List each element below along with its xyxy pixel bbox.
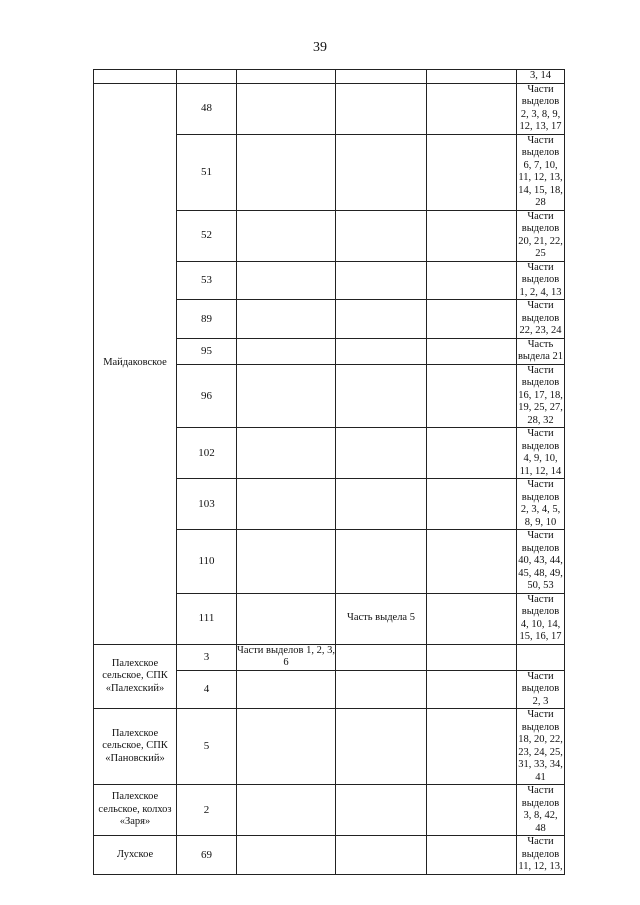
col3-cell [237,785,336,836]
col4-cell: Часть выдела 5 [336,593,427,644]
col4-cell [336,364,427,428]
forestry-cell: Палехское сельское, колхоз «Заря» [94,785,177,836]
sections-cell: 3, 14 [517,70,565,84]
quarter-cell: 103 [177,479,237,530]
table-row [94,644,565,670]
quarter-cell: 5 [177,709,237,785]
col3-cell [237,670,336,709]
col5-cell [427,709,517,785]
col3-cell [237,83,336,134]
forest-plots-table [93,69,565,875]
col5-cell [427,644,517,670]
col3-cell [237,210,336,261]
col5-cell [427,134,517,210]
forestry-cell: Палехское сельское, СПК «Пановский» [94,709,177,785]
col4-cell [336,709,427,785]
col3-cell [237,530,336,594]
sections-cell: Часть выдела 21 [517,338,564,362]
col5-cell [427,670,517,709]
col3-cell [237,479,336,530]
quarter-cell: 102 [177,428,237,479]
col4-cell [336,210,427,261]
col4-cell [336,479,427,530]
quarter-cell: 48 [177,83,237,134]
sections-cell: Части выделов 4, 10, 14, 15, 16, 17 [517,593,565,644]
sections-cell [517,644,565,670]
sections-cell: Части выделов 4, 9, 10, 11, 12, 14 [517,428,565,479]
col5-cell [427,338,517,364]
col4-cell [336,836,427,875]
col4-cell [336,134,427,210]
table-row [94,83,565,134]
table-row [94,836,565,875]
table-row [94,70,565,84]
quarter-cell: 96 [177,364,237,428]
col5-cell [427,479,517,530]
forestry-cell [94,70,177,84]
col4-cell [336,428,427,479]
col5-cell [427,70,517,84]
col3-cell [237,261,336,300]
quarter-cell [177,70,237,84]
col4-cell [336,261,427,300]
sections-cell: Части выделов 2, 3, 8, 9, 12, 13, 17 [517,83,565,134]
sections-cell: Части выделов 2, 3 [517,670,565,709]
quarter-cell: 4 [177,670,237,709]
quarter-cell: 52 [177,210,237,261]
col5-cell [427,785,517,836]
forestry-cell: Палехское сельское, СПК «Палехский» [94,644,177,709]
col5-cell [427,210,517,261]
col3-cell [237,593,336,644]
quarter-cell: 110 [177,530,237,594]
col5-cell [427,593,517,644]
col3-cell [237,300,336,339]
quarter-cell: 53 [177,261,237,300]
col4-cell [336,670,427,709]
col4-cell [336,83,427,134]
col3-cell [237,364,336,428]
sections-cell: Части выделов 18, 20, 22, 23, 24, 25, 31, 33, 34, 41 [518,709,563,783]
sections-cell: Части выделов 16, 17, 18, 19, 25, 27, 28, 32 [518,364,563,426]
sections-cell: Части выделов 20, 21, 22, 25 [518,210,563,259]
col4-cell [336,530,427,594]
sections-cell: Части выделов 40, 43, 44, 45, 48, 49, 50, 53 [518,530,563,591]
sections-cell: Части выделов 2, 3, 4, 5, 8, 9, 10 [517,479,565,530]
col3-cell [237,836,336,875]
quarter-cell: 51 [177,134,237,210]
col3-cell [237,428,336,479]
col3-cell [237,709,336,785]
table-row [94,709,565,785]
forestry-cell: Лухское [94,836,177,875]
col4-cell [336,785,427,836]
sections-cell: Части выделов 11, 12, 13, [518,836,563,872]
page-number: 39 [313,40,327,55]
quarter-cell: 111 [177,593,237,644]
sections-cell: Части выделов 1, 2, 4, 13 [517,261,565,300]
col3-cell: Части выделов 1, 2, 3, 6 [237,644,335,668]
col4-cell [336,338,427,364]
sections-cell: Части выделов 6, 7, 10, 11, 12, 13, 14, 15, 18, 28 [518,134,563,208]
col5-cell [427,836,517,875]
col4-cell [336,70,427,84]
col5-cell [427,428,517,479]
col3-cell [237,134,336,210]
quarter-cell: 69 [177,836,237,875]
col4-cell [336,300,427,339]
quarter-cell: 89 [177,300,237,339]
quarter-cell: 2 [177,785,237,836]
quarter-cell: 3 [177,644,237,670]
col4-cell [336,644,427,670]
col5-cell [427,261,517,300]
col5-cell [427,364,517,428]
quarter-cell: 95 [177,338,237,364]
sections-cell: Части выделов 22, 23, 24 [517,300,565,339]
table-row [94,785,565,836]
col3-cell [237,338,336,364]
col5-cell [427,300,517,339]
col3-cell [237,70,336,84]
forestry-cell: Майдаковское [94,83,177,644]
col5-cell [427,83,517,134]
sections-cell: Части выделов 3, 8, 42, 48 [517,785,565,836]
col5-cell [427,530,517,594]
